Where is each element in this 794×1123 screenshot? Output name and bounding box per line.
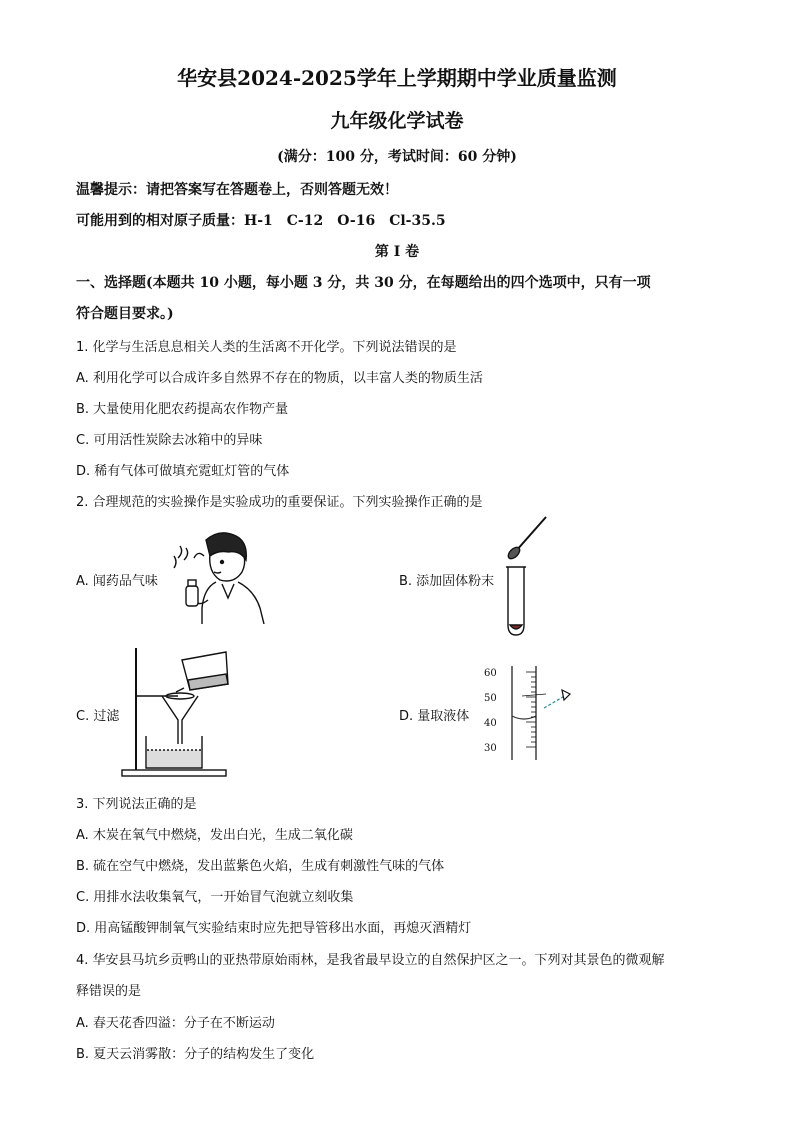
question-3-option-a: A. 木炭在氧气中燃烧，发出白光，生成二氧化碳 bbox=[76, 828, 353, 843]
smelling-illustration bbox=[168, 528, 274, 624]
exam-subtitle: 九年级化学试卷 bbox=[330, 110, 464, 132]
question-3-option-c: C. 用排水法收集氧气，一开始冒气泡就立刻收集 bbox=[76, 890, 354, 905]
warning-note: 温馨提示：请把答案写在答题卷上，否则答题无效！ bbox=[76, 182, 398, 198]
atomic-mass-note: 可能用到的相对原子质量：H-1 C-12 O-16 Cl-35.5 bbox=[76, 213, 446, 229]
question-4-option-b: B. 夏天云消雾散：分子的结构发生了变化 bbox=[76, 1047, 315, 1062]
cylinder-tick-label: 60 bbox=[484, 668, 497, 679]
question-3-option-d: D. 用高锰酸钾制氧气实验结束时应先把导管移出水面，再熄灭酒精灯 bbox=[76, 921, 472, 936]
filtration-illustration bbox=[118, 644, 234, 780]
question-2-option-c: C. 过滤 bbox=[76, 709, 120, 724]
question-2-option-a: A. 闻药品气味 bbox=[76, 574, 158, 589]
exam-title: 华安县2024-2025学年上学期期中学业质量监测 bbox=[177, 66, 617, 90]
question-3-stem: 3. 下列说法正确的是 bbox=[76, 797, 197, 812]
cylinder-tick-label: 40 bbox=[484, 718, 497, 729]
volume-label: 第 I 卷 bbox=[374, 244, 420, 260]
question-2-stem: 2. 合理规范的实验操作是实验成功的重要保证。下列实验操作正确的是 bbox=[76, 495, 483, 510]
question-3-option-b: B. 硫在空气中燃烧，发出蓝紫色火焰，生成有刺激性气味的气体 bbox=[76, 859, 445, 874]
section-heading-cont: 符合题目要求。) bbox=[76, 306, 174, 322]
graduated-cylinder-illustration bbox=[478, 664, 578, 764]
question-1-option-a: A. 利用化学可以合成许多自然界不存在的物质，以丰富人类的物质生活 bbox=[76, 371, 483, 386]
question-1-option-d: D. 稀有气体可做填充霓虹灯管的气体 bbox=[76, 464, 290, 479]
question-2-option-d: D. 量取液体 bbox=[399, 709, 470, 724]
question-2-option-b: B. 添加固体粉末 bbox=[399, 574, 495, 589]
question-1-stem: 1. 化学与生活息息相关人类的生活离不开化学。下列说法错误的是 bbox=[76, 340, 457, 355]
cylinder-tick-label: 30 bbox=[484, 743, 497, 754]
section-heading: 一、选择题(本题共 10 小题，每小题 3 分，共 30 分，在每题给出的四个选项中，只有一项 bbox=[76, 275, 651, 291]
question-4-option-a: A. 春天花香四溢：分子在不断运动 bbox=[76, 1016, 275, 1031]
test-tube-spoon-illustration bbox=[498, 513, 554, 637]
question-4-stem-cont: 释错误的是 bbox=[76, 984, 142, 999]
score-info: (满分：100 分，考试时间：60 分钟) bbox=[277, 149, 517, 165]
question-4-stem: 4. 华安县马坑乡贡鸭山的亚热带原始雨林，是我省最早设立的自然保护区之一。下列对其景色的微观解 bbox=[76, 953, 665, 968]
cylinder-tick-label: 50 bbox=[484, 693, 497, 704]
question-1-option-b: B. 大量使用化肥农药提高农作物产量 bbox=[76, 402, 289, 417]
question-1-option-c: C. 可用活性炭除去冰箱中的异味 bbox=[76, 433, 263, 448]
